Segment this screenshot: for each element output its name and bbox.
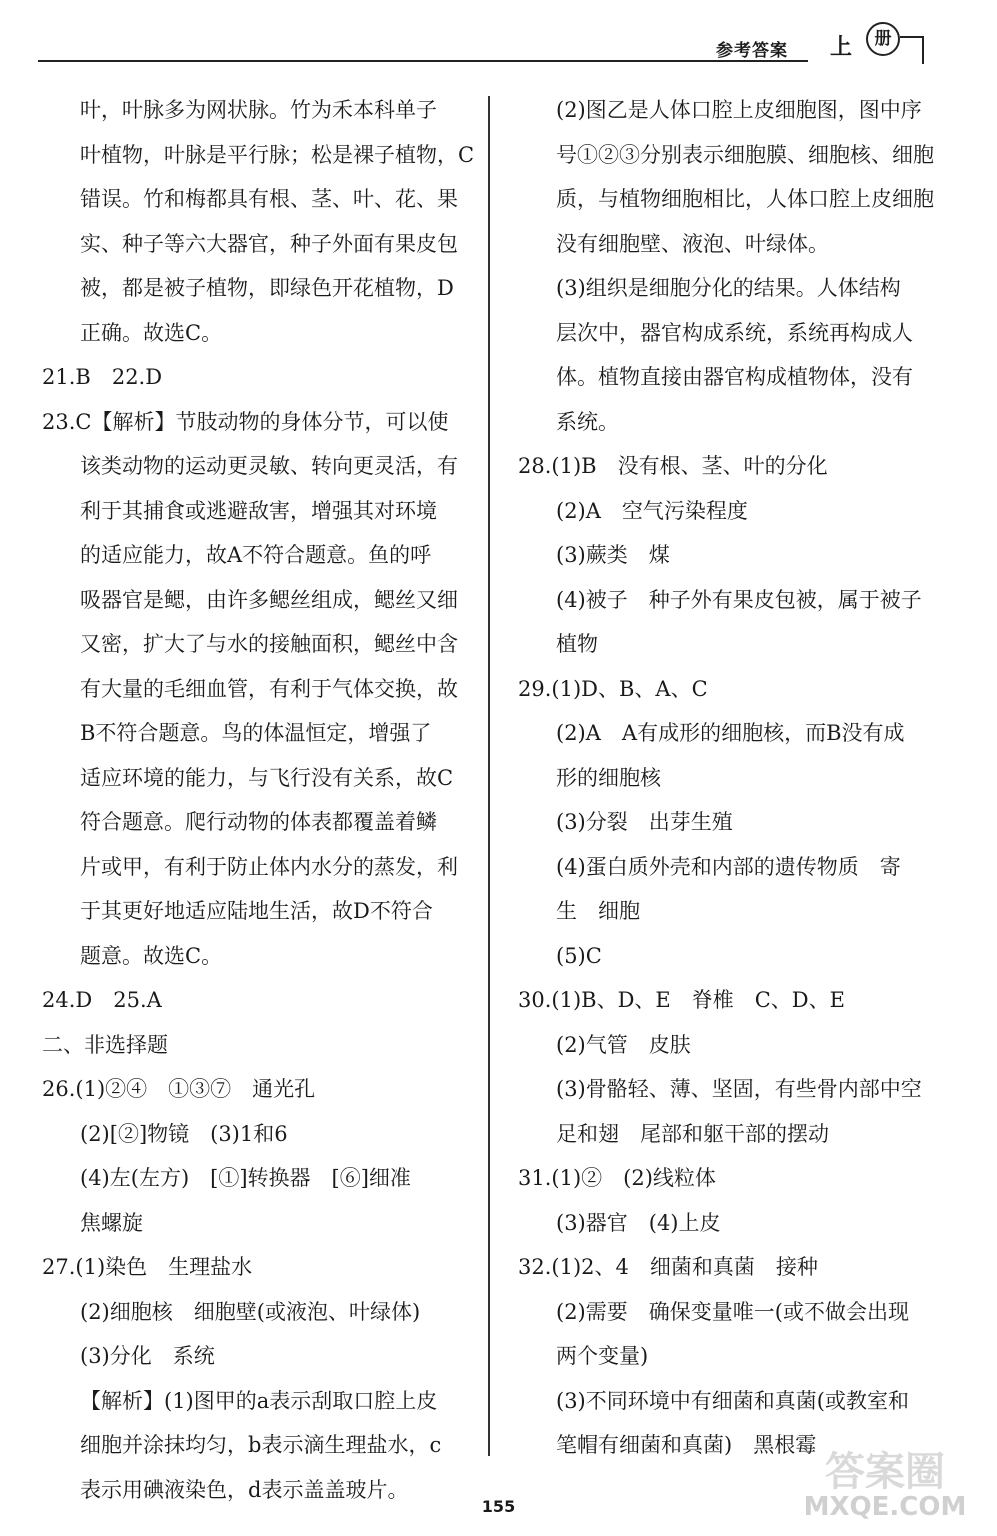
text-line: 没有细胞壁、液泡、叶绿体。 <box>556 231 829 256</box>
watermark-text: 答案圈 <box>825 1449 945 1495</box>
text-line: (2)A 空气污染程度 <box>556 498 748 523</box>
text-line: 【解析】(1)图甲的a表示刮取口腔上皮 <box>80 1388 438 1413</box>
text-line: 有大量的毛细血管，有利于气体交换，故 <box>80 676 458 701</box>
text-line: B不符合题意。鸟的体温恒定，增强了 <box>80 721 432 745</box>
text-line: 适应环境的能力，与飞行没有关系，故C <box>80 765 454 790</box>
text-line: 被，都是被子植物，即绿色开花植物，D <box>80 276 454 300</box>
text-line: 27.(1)染色 生理盐水 <box>42 1255 253 1279</box>
page-number: 155 <box>481 1497 516 1516</box>
text-line: 二、非选择题 <box>42 1032 168 1057</box>
text-line: 叶，叶脉多为网状脉。竹为禾本科单子 <box>80 98 437 122</box>
text-line: 体。植物直接由器官构成植物体，没有 <box>556 365 913 389</box>
text-line: 21.B 22.D <box>42 365 163 389</box>
watermark-url: MXQE.COM <box>803 1492 967 1522</box>
text-line: (3)骨骼轻、薄、坚固，有些骨内部中空 <box>556 1077 922 1101</box>
text-line: 实、种子等六大器官，种子外面有果皮包 <box>80 231 458 256</box>
watermark-logo <box>790 1440 980 1526</box>
left-column <box>42 88 475 1512</box>
text-line: 质，与植物细胞相比，人体口腔上皮细胞 <box>556 187 934 211</box>
text-line: 26.(1)②④ ①③⑦ 通光孔 <box>42 1077 316 1101</box>
text-line: 30.(1)B、D、E 脊椎 C、D、E <box>518 988 845 1012</box>
text-line: (3)分化 系统 <box>80 1344 215 1368</box>
text-line: 表示用碘液染色，d表示盖盖玻片。 <box>80 1477 409 1502</box>
text-line: 符合题意。爬行动物的体表都覆盖着鳞 <box>80 810 437 834</box>
text-line: 29.(1)D、B、A、C <box>518 676 708 701</box>
text-line: 片或甲，有利于防止体内水分的蒸发，利 <box>80 854 458 879</box>
header-book-badge: 册 <box>866 22 900 56</box>
text-line: (3)不同环境中有细菌和真菌(或教室和 <box>556 1388 909 1413</box>
text-line: 形的细胞核 <box>556 765 661 790</box>
right-column <box>518 88 958 1468</box>
text-line: 系统。 <box>556 409 619 434</box>
text-line: (4)被子 种子外有果皮包被，属于被子 <box>556 587 922 612</box>
text-line: 错误。竹和梅都具有根、茎、叶、花、果 <box>80 187 458 211</box>
text-line: (2)气管 皮肤 <box>556 1032 691 1057</box>
text-line: (2)A A有成形的细胞核，而B没有成 <box>556 721 905 745</box>
header-volume: 上 <box>830 35 853 60</box>
text-line: (2)[②]物镜 (3)1和6 <box>80 1121 288 1146</box>
text-line: 植物 <box>556 632 598 656</box>
text-line: 叶植物，叶脉是平行脉；松是裸子植物，C <box>80 142 475 167</box>
page-header <box>0 0 997 80</box>
text-line: 两个变量) <box>556 1344 649 1368</box>
text-line: 28.(1)B 没有根、茎、叶的分化 <box>518 454 828 478</box>
text-line: (4)蛋白质外壳和内部的遗传物质 寄 <box>556 854 901 879</box>
text-line: 生 细胞 <box>556 899 640 923</box>
header-bracket-decoration <box>900 36 924 64</box>
column-divider <box>488 96 490 1456</box>
text-line: 题意。故选C。 <box>80 943 223 968</box>
text-line: 吸器官是鳃，由许多鳃丝组成，鳃丝又细 <box>80 587 458 612</box>
text-line: 32.(1)2、4 细菌和真菌 接种 <box>518 1255 818 1279</box>
text-line: (2)图乙是人体口腔上皮细胞图，图中序 <box>556 98 922 122</box>
text-line: 细胞并涂抹均匀，b表示滴生理盐水，c <box>80 1433 442 1457</box>
text-line: 又密，扩大了与水的接触面积，鳃丝中含 <box>80 632 458 656</box>
header-label: 参考答案 <box>716 41 788 61</box>
text-line: 利于其捕食或逃避敌害，增强其对环境 <box>80 498 437 523</box>
text-line: 的适应能力，故A不符合题意。鱼的呼 <box>80 543 432 567</box>
text-line: 焦螺旋 <box>80 1210 143 1235</box>
text-line: 正确。故选C。 <box>80 320 223 345</box>
text-line: 足和翅 尾部和躯干部的摆动 <box>556 1121 829 1146</box>
text-line: 号①②③分别表示细胞膜、细胞核、细胞 <box>556 142 934 167</box>
text-line: (2)需要 确保变量唯一(或不做会出现 <box>556 1299 909 1324</box>
text-line: 31.(1)② (2)线粒体 <box>518 1166 716 1190</box>
text-line: (5)C <box>556 943 602 968</box>
text-line: 于其更好地适应陆地生活，故D不符合 <box>80 899 433 923</box>
text-line: 23.C【解析】节肢动物的身体分节，可以使 <box>42 409 449 434</box>
text-line: (3)器官 (4)上皮 <box>556 1210 721 1235</box>
text-line: 笔帽有细菌和真菌) 黑根霉 <box>556 1433 817 1457</box>
text-line: 24.D 25.A <box>42 988 162 1012</box>
text-line: (3)组织是细胞分化的结果。人体结构 <box>556 276 901 300</box>
text-line: 层次中，器官构成系统，系统再构成人 <box>556 320 913 345</box>
text-line: (4)左(左方) [①]转换器 [⑥]细准 <box>80 1166 411 1190</box>
text-line: (2)细胞核 细胞壁(或液泡、叶绿体) <box>80 1299 421 1324</box>
header-rule <box>38 60 808 62</box>
text-line: (3)分裂 出芽生殖 <box>556 810 733 834</box>
text-line: 该类动物的运动更灵敏、转向更灵活，有 <box>80 454 458 478</box>
text-line: (3)蕨类 煤 <box>556 543 670 567</box>
